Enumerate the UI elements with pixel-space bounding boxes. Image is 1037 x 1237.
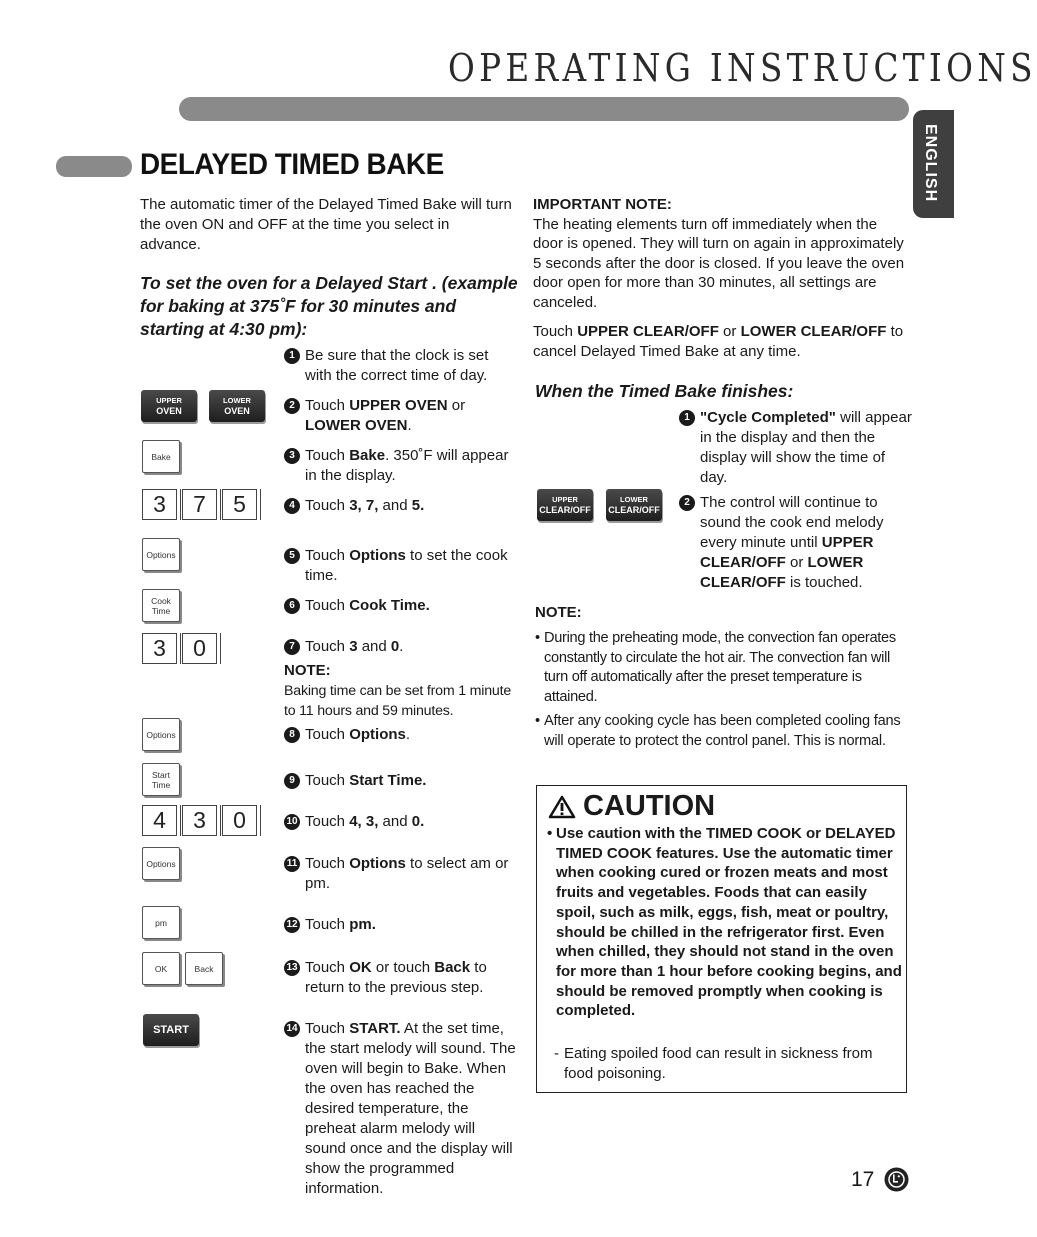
page-header-title: OPERATING INSTRUCTIONS bbox=[448, 46, 1037, 90]
step-number: 13 bbox=[284, 960, 300, 976]
step-number: 1 bbox=[284, 348, 300, 364]
step-14 bbox=[284, 1019, 516, 1199]
step-bold: OK bbox=[349, 959, 372, 976]
step-bold: 3 bbox=[349, 638, 358, 655]
start-time-button bbox=[142, 763, 180, 796]
step-text: or bbox=[785, 554, 808, 571]
caution-body-text: Use caution with the TIMED COOK or DELAYED TIMED COOK features. Use the automatic timer when cooking cured or frozen meats and most fruits and vegetables. Foods that can easily spoil, such as milk, eggs, fish, meat or poultry, should be chilled in the refrigerator first. Even when chilled, they should not stand in the oven for more than 1 hour before cooking begins, and should be removed promptly when cooking is completed. bbox=[556, 825, 902, 1020]
step-text: Touch bbox=[305, 772, 350, 789]
lower-oven-line1: LOWER bbox=[223, 396, 251, 405]
step-text: will appear in the display and then the display will show the time of day. bbox=[700, 409, 912, 486]
cook-time-line1: Cook bbox=[151, 595, 171, 606]
note-bullet-text: After any cooking cycle has been completed cooling fans will operate to protect the control panel. This is normal. bbox=[544, 713, 901, 749]
step-text: Touch bbox=[305, 497, 350, 514]
finish-heading: When the Timed Bake finishes: bbox=[535, 381, 794, 401]
note-text: Baking time can be set from 1 minute to 11 hours and 59 minutes. bbox=[284, 683, 512, 719]
step-text: At the set time, the start melody will sound. The oven will begin to Bake. When the oven has reached the desired temperature, the preheat alarm melody will sound once and the display will show the programmed information. bbox=[305, 1020, 516, 1197]
warning-icon bbox=[549, 795, 575, 819]
important-note bbox=[533, 195, 908, 312]
step-text: Touch bbox=[305, 959, 350, 976]
step-text: or bbox=[447, 397, 466, 414]
step-8 bbox=[284, 725, 516, 745]
lower-clear-line2: CLEAR/OFF bbox=[608, 505, 660, 515]
step-number: 8 bbox=[284, 727, 300, 743]
step-text: and bbox=[378, 497, 412, 514]
note-label: NOTE: bbox=[535, 604, 582, 621]
step-number: 12 bbox=[284, 917, 300, 933]
caution-box bbox=[536, 785, 907, 1093]
step-number: 3 bbox=[284, 448, 300, 464]
options-button: Options bbox=[142, 847, 180, 880]
intro-text: The automatic timer of the Delayed Timed Bake will turn the oven ON and OFF at the time you select in advance. bbox=[140, 196, 512, 253]
step-bold: UPPER CLEAR/OFF bbox=[700, 534, 874, 571]
key-4: 4 bbox=[142, 805, 177, 836]
step-5 bbox=[284, 546, 516, 586]
step-text: is touched. bbox=[785, 574, 863, 591]
step-bold: 5. bbox=[411, 497, 425, 514]
step-text: and bbox=[357, 638, 391, 655]
step-number: 11 bbox=[284, 856, 300, 872]
step-bold: "Cycle Completed" bbox=[700, 409, 836, 426]
start-button: START bbox=[143, 1014, 199, 1046]
section-marker bbox=[56, 156, 132, 177]
step-text: to select am or pm. bbox=[305, 855, 509, 892]
step-text: . 350˚F will appear in the display. bbox=[305, 447, 509, 484]
step-7-note bbox=[284, 661, 516, 721]
pm-button: pm bbox=[142, 906, 180, 939]
key-3: 3 bbox=[182, 805, 217, 836]
key-3: 3 bbox=[142, 633, 177, 664]
cancel-text: or bbox=[718, 323, 741, 340]
caution-body bbox=[547, 824, 902, 1021]
caution-subnote-text: Eating spoiled food can result in sickness from food poisoning. bbox=[564, 1045, 873, 1082]
step-text: and bbox=[378, 813, 412, 830]
step-11 bbox=[284, 854, 516, 894]
step-text: The control will continue to sound the cook end melody every minute until bbox=[700, 494, 884, 551]
bullet-dot: • bbox=[535, 713, 540, 729]
ok-button: OK bbox=[142, 952, 180, 985]
cancel-bold: UPPER CLEAR/OFF bbox=[577, 323, 719, 340]
cancel-bold: LOWER CLEAR/OFF bbox=[740, 323, 887, 340]
step-text: Touch bbox=[305, 1020, 350, 1037]
important-note-label: IMPORTANT NOTE: bbox=[533, 196, 672, 213]
finish-step-1 bbox=[679, 408, 915, 488]
step-number: 14 bbox=[284, 1021, 300, 1037]
step-12 bbox=[284, 915, 516, 935]
step-bold: LOWER CLEAR/OFF bbox=[700, 554, 864, 591]
step-number: 10 bbox=[284, 814, 300, 830]
caution-title: CAUTION bbox=[583, 790, 716, 822]
step-bold: 0. bbox=[411, 813, 425, 830]
step-number: 6 bbox=[284, 598, 300, 614]
step-text: Touch bbox=[305, 547, 350, 564]
key-7: 7 bbox=[182, 489, 217, 520]
step-text: or touch bbox=[371, 959, 435, 976]
step-text: Touch bbox=[305, 916, 350, 933]
start-time-line2: Time bbox=[151, 779, 171, 790]
note-bullet-2 bbox=[535, 712, 910, 751]
step-text: to return to the previous step. bbox=[305, 959, 487, 996]
upper-oven-button bbox=[141, 390, 197, 422]
step-10 bbox=[284, 812, 516, 832]
note-label: NOTE: bbox=[284, 662, 331, 679]
caution-subnote bbox=[554, 1044, 904, 1083]
step-text: Touch bbox=[305, 813, 350, 830]
step-bold: 4, 3, bbox=[349, 813, 379, 830]
step-bold: Back bbox=[434, 959, 471, 976]
caution-heading bbox=[549, 790, 715, 823]
step-number: 4 bbox=[284, 498, 300, 514]
step-text: Touch bbox=[305, 597, 350, 614]
lower-clear-off-button bbox=[606, 489, 662, 521]
step-13 bbox=[284, 958, 516, 998]
cancel-instruction bbox=[533, 322, 908, 361]
lower-clear-line1: LOWER bbox=[620, 495, 648, 504]
lower-oven-line2: OVEN bbox=[224, 406, 250, 416]
key-0: 0 bbox=[222, 805, 257, 836]
step-bold: Options bbox=[349, 726, 406, 743]
bake-button: Bake bbox=[142, 440, 180, 473]
step-text: Touch bbox=[305, 726, 350, 743]
lower-oven-button bbox=[209, 390, 265, 422]
important-note-text: The heating elements turn off immediately when the door is opened. They will turn on again in approximately 5 seconds after the door is closed. If you leave the oven door open for more than 30 minutes, all settings are canceled. bbox=[533, 215, 905, 311]
language-tab bbox=[913, 110, 954, 218]
cancel-text: to cancel Delayed Timed Bake at any time. bbox=[533, 323, 904, 360]
step-1 bbox=[284, 346, 516, 386]
step-bold: Options bbox=[349, 855, 406, 872]
step-text: Be sure that the clock is set with the correct time of day. bbox=[305, 347, 489, 384]
upper-oven-line2: OVEN bbox=[156, 406, 182, 416]
step-bold: START. bbox=[349, 1020, 401, 1037]
language-tab-label: ENGLISH bbox=[922, 124, 939, 203]
step-text: Touch bbox=[305, 638, 350, 655]
step-bold: 0 bbox=[390, 638, 400, 655]
step-bold: Bake bbox=[349, 447, 386, 464]
options-button: Options bbox=[142, 718, 180, 751]
cook-time-button bbox=[142, 589, 180, 622]
bullet-dot: • bbox=[547, 825, 553, 842]
lg-logo-icon bbox=[884, 1167, 909, 1192]
page-number: 17 bbox=[851, 1168, 875, 1191]
step-text: . bbox=[405, 726, 411, 743]
step-number: 5 bbox=[284, 548, 300, 564]
key-5: 5 bbox=[222, 489, 257, 520]
step-bold: Cook Time. bbox=[349, 597, 430, 614]
step-4 bbox=[284, 496, 516, 516]
section-title: DELAYED TIMED BAKE bbox=[140, 148, 444, 181]
step-number: 2 bbox=[284, 398, 300, 414]
dash: - bbox=[554, 1045, 559, 1062]
step-bold: 3, 7, bbox=[349, 497, 379, 514]
key-0: 0 bbox=[182, 633, 217, 664]
step-number: 9 bbox=[284, 773, 300, 789]
upper-oven-line1: UPPER bbox=[156, 396, 182, 405]
back-button: Back bbox=[185, 952, 223, 985]
step-bold: Start Time. bbox=[349, 772, 427, 789]
upper-clear-off-button bbox=[537, 489, 593, 521]
header-bar bbox=[179, 97, 909, 121]
step-number: 7 bbox=[284, 639, 300, 655]
step-bold: UPPER OVEN bbox=[349, 397, 448, 414]
options-button: Options bbox=[142, 538, 180, 571]
step-text: . bbox=[407, 417, 412, 434]
cook-time-line2: Time bbox=[151, 605, 171, 616]
step-bold: Options bbox=[349, 547, 406, 564]
step-text: . bbox=[399, 638, 404, 655]
step-3 bbox=[284, 446, 516, 486]
step-2 bbox=[284, 396, 516, 436]
cancel-text: Touch bbox=[533, 323, 578, 340]
key-3: 3 bbox=[142, 489, 177, 520]
step-bold: pm. bbox=[349, 916, 376, 933]
step-6 bbox=[284, 596, 516, 616]
note-bullet-1 bbox=[535, 629, 910, 707]
step-9 bbox=[284, 771, 516, 791]
step-text: Touch bbox=[305, 397, 350, 414]
step-7 bbox=[284, 637, 516, 657]
step-text: to set the cook time. bbox=[305, 547, 508, 584]
step-number: 2 bbox=[679, 495, 695, 511]
step-bold: LOWER OVEN bbox=[305, 417, 408, 434]
note-bullet-text: During the preheating mode, the convection fan operates constantly to circulate the hot air. The convection fan will turn off automatically after the preset temperature is attained. bbox=[544, 630, 896, 705]
bullet-dot: • bbox=[535, 630, 540, 646]
step-text: Touch bbox=[305, 447, 350, 464]
step-text: Touch bbox=[305, 855, 350, 872]
finish-step-2 bbox=[679, 493, 915, 593]
instructions-subhead: To set the oven for a Delayed Start . (example for baking at 375˚F for 30 minutes and starting at 4:30 pm): bbox=[140, 273, 518, 339]
start-time-line1: Start bbox=[152, 769, 170, 780]
upper-clear-line2: CLEAR/OFF bbox=[539, 505, 591, 515]
upper-clear-line1: UPPER bbox=[552, 495, 578, 504]
step-number: 1 bbox=[679, 410, 695, 426]
